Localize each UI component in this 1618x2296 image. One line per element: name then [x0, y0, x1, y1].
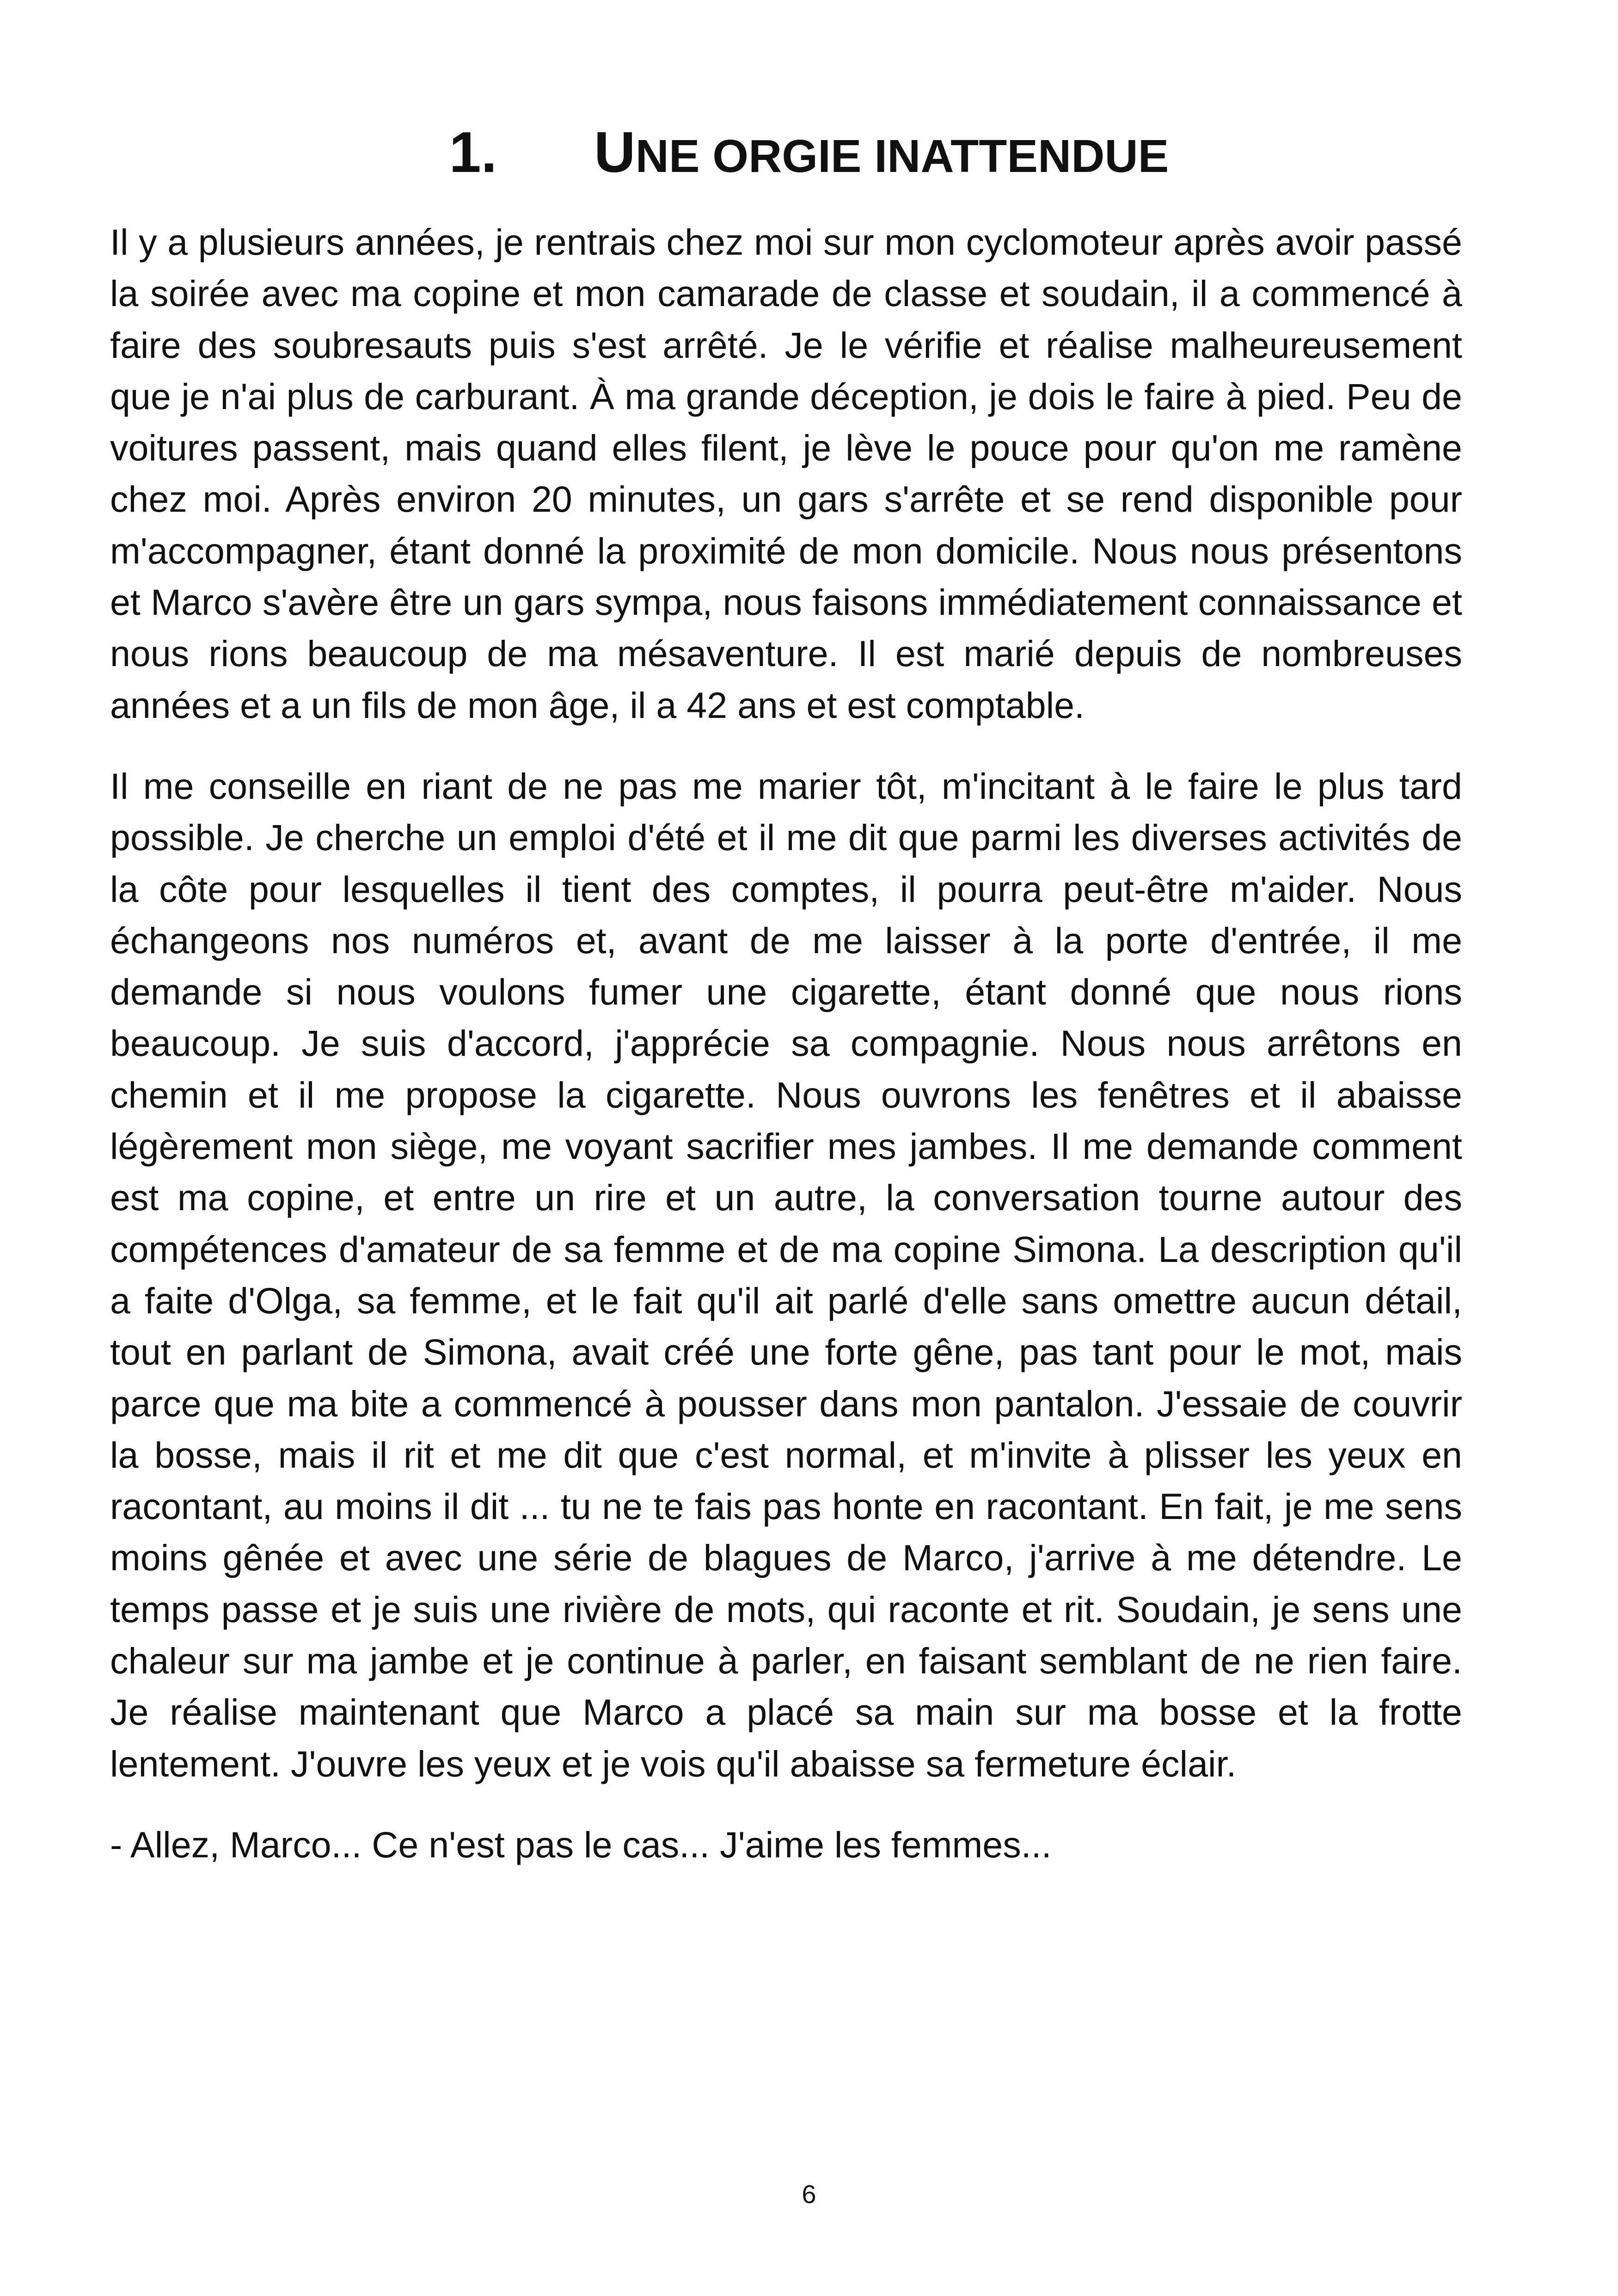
chapter-title [0, 118, 1618, 191]
chapter-name [594, 121, 1169, 184]
page-number: 6 [802, 2180, 816, 2209]
chapter-number: 1. [449, 121, 497, 184]
paragraph-2: Il me conseille en riant de ne pas me marier tôt, m'incitant à le faire le plus tard possible. Je cherche un emploi d'été et il me dit que parmi les diverses activités de la côte pour lesquelles il tient des comptes, il pourra peut-être m'aider. Nous échangeons nos numéros et, avant de me laisser à la porte d'entrée, il me demande si nous voulons fumer une cigarette, étant donné que nous rions beaucoup. Je suis d'accord, j'apprécie sa compagnie. Nous nous arrêtons en chemin et il me propose la cigarette. Nous ouvrons les fenêtres et il abaisse légèrement mon siège, me voyant sacrifier mes jambes. Il me demande comment est ma copine, et entre un rire et un autre, la conversation tourne autour des compétences d'amateur de sa femme et de ma copine Simona. La description qu'il a faite d'Olga, sa femme, et le fait qu'il ait parlé d'elle sans omettre aucun détail, tout en parlant de Simona, avait créé une forte gêne, pas tant pour le mot, mais parce que ma bite a commencé à pousser dans mon pantalon. J'essaie de couvrir la bosse, mais il rit et me dit que c'est normal, et m'invite à plisser les yeux en racontant, au moins il dit ... tu ne te fais pas honte en racontant. En fait, je me sens moins gênée et avec une série de blagues de Marco, j'arrive à me détendre. Le temps passe et je suis une rivière de mots, qui raconte et rit. Soudain, je sens une chaleur sur ma jambe et je continue à parler, en faisant semblant de ne rien faire. Je réalise maintenant que Marco a placé sa main sur ma bosse et la frotte lentement. J'ouvre les yeux et je vois qu'il abaisse sa fermeture éclair. [110, 765, 1462, 1784]
chapter-title-rest: NE ORGIE INATTENDUE [635, 130, 1169, 182]
dialog-line: - Allez, Marco... Ce n'est pas le cas... J'aime les femmes... [110, 1824, 1052, 1865]
paragraph-1: Il y a plusieurs années, je rentrais chez moi sur mon cyclomoteur après avoir passé la soirée avec ma copine et mon camarade de classe et soudain, il a commencé à faire des soubresauts puis s'est arrêté. Je le vérifie et réalise malheureusement que je n'ai plus de carburant. À ma grande déception, je dois le faire à pied. Peu de voitures passent, mais quand elles filent, je lève le pouce pour qu'on me ramène chez moi. Après environ 20 minutes, un gars s'arrête et se rend disponible pour m'accompagner, étant donné la proximité de mon domicile. Nous nous présentons et Marco s'avère être un gars sympa, nous faisons immédiatement connaissance et nous rions beaucoup de ma mésaventure. Il est marié depuis de nombreuses années et a un fils de mon âge, il a 42 ans et est comptable. [110, 221, 1462, 726]
chapter-title-initial: U [594, 121, 636, 184]
body-text [110, 216, 1462, 1900]
